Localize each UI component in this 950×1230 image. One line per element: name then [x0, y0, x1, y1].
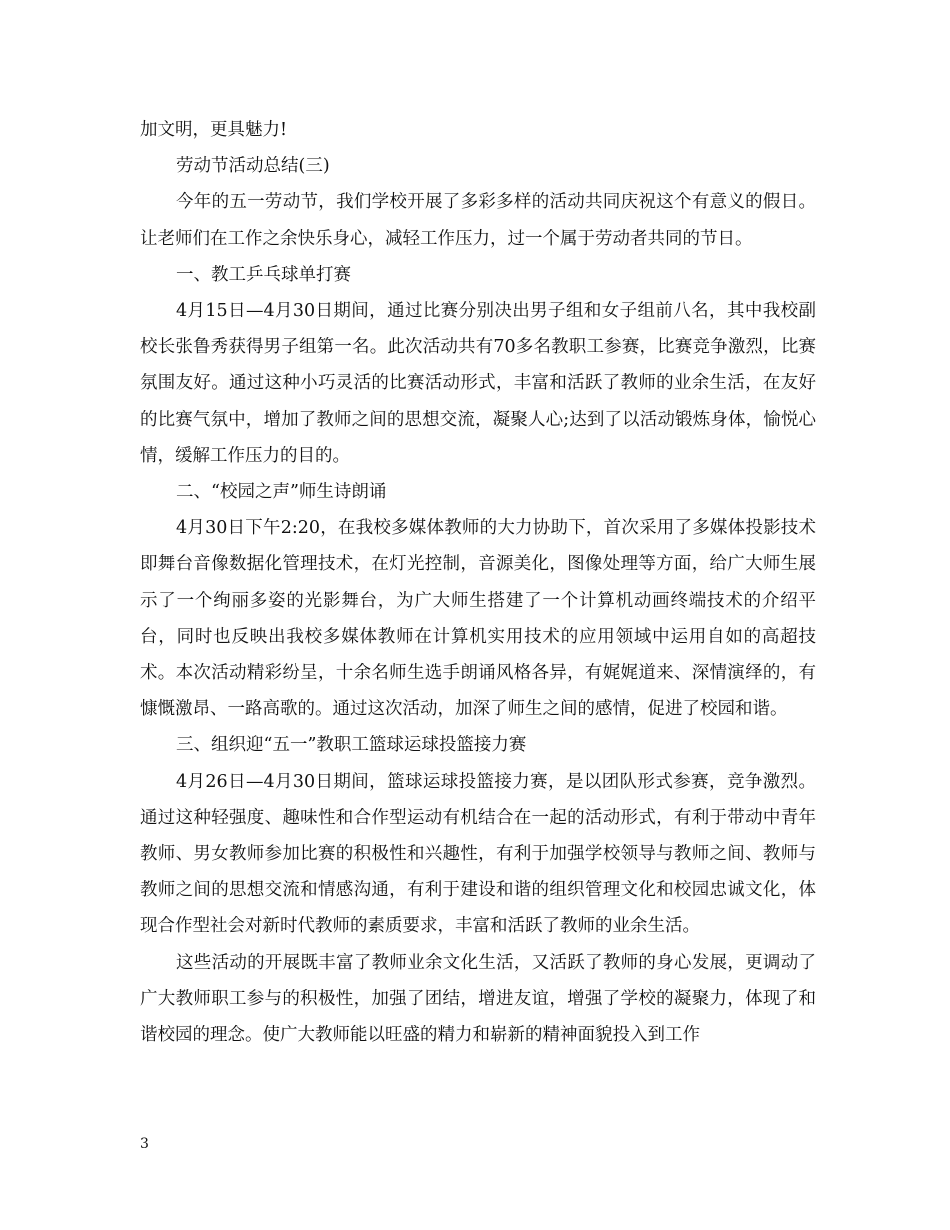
paragraph: 这些活动的开展既丰富了教师业余文化生活，又活跃了教师的身心发展，更调动了广大教师职工参与的积极性，加强了团结，增进友谊，增强了学校的凝聚力，体现了和谐校园的理念。使广大教师能以旺盛的精力和崭新的精神面貌投入到工作 — [140, 952, 816, 1046]
section-heading: 劳动节活动总结(三) — [176, 156, 330, 177]
section-heading: 二、“校园之声”师生诗朗诵 — [176, 482, 387, 503]
section-heading: 三、组织迎“五一”教职工篮球运球投篮接力赛 — [176, 735, 527, 756]
page-number: 3 — [140, 1136, 149, 1152]
paragraph: 4月15日—4月30日期间，通过比赛分别决出男子组和女子组前八名，其中我校副校长张鲁秀获得男子组第一名。此次活动共有70多名教职工参赛，比赛竞争激烈，比赛氛围友好。通过这种小巧灵活的比赛活动形式，丰富和活跃了教师的业余生活，在友好的比赛气氛中，增加了教师之间的思想交流，凝聚人心;达到了以活动锻炼身体，愉悦心情，缓解工作压力的目的。 — [140, 301, 816, 466]
paragraph: 4月26日—4月30日期间，篮球运球投篮接力赛，是以团队形式参赛，竞争激烈。通过这种轻强度、趣味性和合作型运动有机结合在一起的活动形式，有利于带动中青年教师、男女教师参加比赛的积极性和兴趣性，有利于加强学校领导与教师之间、教师与教师之间的思想交流和情感沟通，有利于建设和谐的组织管理文化和校园忠诚文化，体现合作型社会对新时代教师的素质要求，丰富和活跃了教师的业余生活。 — [140, 771, 816, 937]
paragraph: 4月30日下午2:20，在我校多媒体教师的大力协助下，首次采用了多媒体投影技术即舞台音像数据化管理技术，在灯光控制，音源美化，图像处理等方面，给广大师生展示了一个绚丽多姿的光影舞台，为广大师生搭建了一个计算机动画终端技术的介绍平台，同时也反映出我校多媒体教师在计算机实用技术的应用领域中运用自如的高超技术。本次活动精彩纷呈，十余名师生选手朗诵风格各异，有娓娓道来、深情演绎的，有慷慨激昂、一路高歌的。通过这次活动，加深了师生之间的感情，促进了校园和谐。 — [140, 518, 816, 720]
document-body — [140, 112, 816, 1053]
paragraph: 加文明，更具魅力! — [140, 120, 288, 140]
paragraph: 今年的五一劳动节，我们学校开展了多彩多样的活动共同庆祝这个有意义的假日。让老师们在工作之余快乐身心，减轻工作压力，过一个属于劳动者共同的节日。 — [140, 192, 816, 249]
section-heading: 一、教工乒乓球单打赛 — [176, 264, 351, 285]
